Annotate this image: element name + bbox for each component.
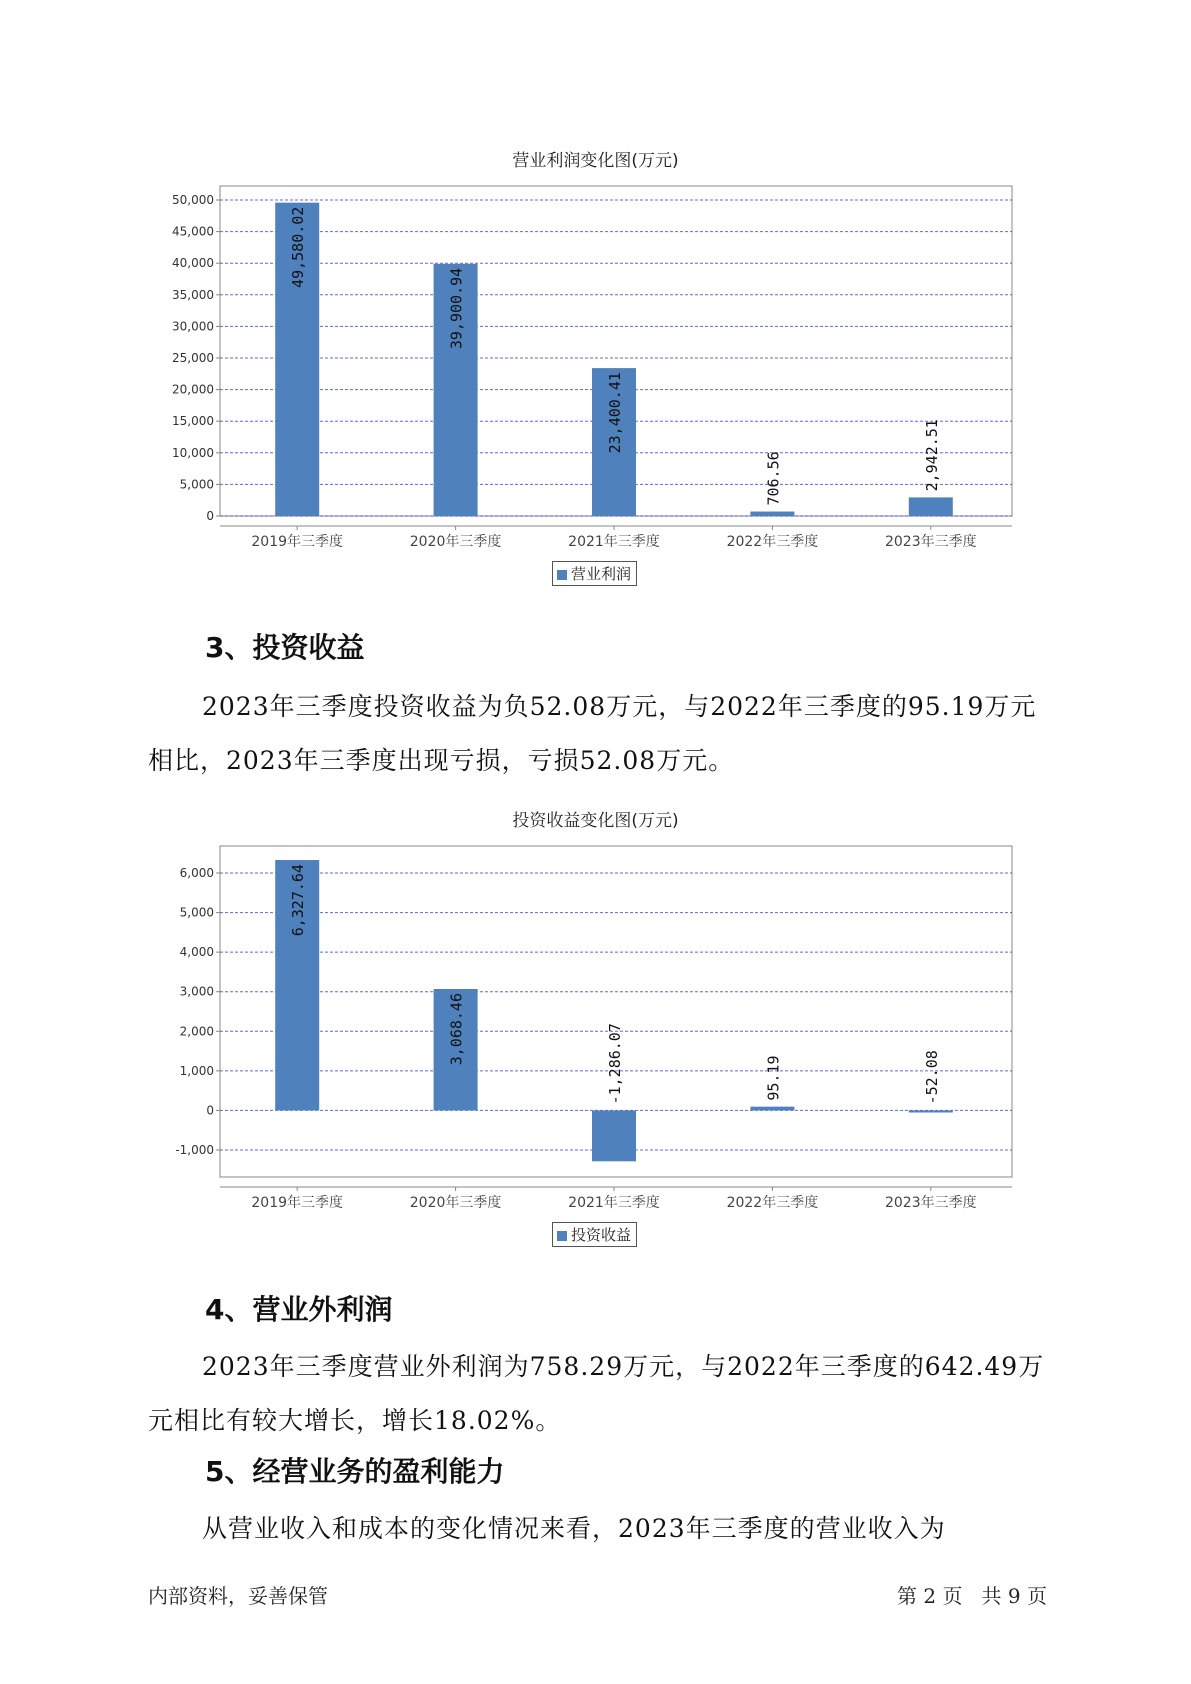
bar [750, 1107, 794, 1111]
section4-heading: 4、营业外利润 [205, 1293, 393, 1326]
x-tick-label: 2022年三季度 [726, 1195, 819, 1211]
y-tick-label: 15,000 [172, 414, 214, 429]
y-tick-label: 25,000 [172, 351, 214, 365]
y-tick-label: 4,000 [179, 945, 214, 960]
footer-left: 内部资料，妥善保管 [148, 1584, 328, 1608]
data-label: 2,942.51 [922, 419, 941, 492]
section3-paragraph: 2023年三季度投资收益为负52.08万元，与2022年三季度的95.19万元相比，2023年三季度出现亏损，亏损52.08万元。 [148, 692, 1037, 775]
y-tick-label: 20,000 [172, 382, 214, 397]
y-tick-label: 45,000 [172, 224, 214, 239]
x-tick-label: 2019年三季度 [251, 1195, 344, 1211]
data-label: -52.08 [922, 1050, 941, 1105]
x-tick-label: 2023年三季度 [884, 1195, 977, 1211]
y-tick-label: 50,000 [172, 193, 214, 207]
x-tick-label: 2021年三季度 [568, 534, 660, 550]
data-label: 6,327.64 [289, 864, 308, 937]
legend-swatch [557, 1231, 567, 1241]
x-tick-label: 2020年三季度 [409, 534, 502, 550]
bar [592, 1110, 636, 1161]
section3-heading: 3、投资收益 [205, 631, 365, 664]
y-tick-label: 5,000 [179, 477, 214, 492]
x-tick-label: 2019年三季度 [251, 534, 344, 550]
y-tick-label: 0 [206, 509, 214, 523]
chart1-title: 营业利润变化图(万元) [512, 151, 679, 171]
y-tick-label: 0 [206, 1103, 214, 1118]
x-tick-label: 2021年三季度 [568, 1195, 660, 1211]
chart2-title: 投资收益变化图(万元) [512, 811, 679, 831]
y-tick-label: 30,000 [172, 319, 214, 334]
y-tick-label: -1,000 [175, 1143, 214, 1157]
data-label: 706.56 [764, 451, 783, 506]
y-tick-label: 10,000 [172, 445, 214, 460]
section5-paragraph: 从营业收入和成本的变化情况来看，2023年三季度的营业收入为 [202, 1514, 946, 1543]
section4-paragraph: 2023年三季度营业外利润为758.29万元，与2022年三季度的642.49万元相比有较大增长，增长18.02%。 [148, 1352, 1045, 1435]
data-label: 23,400.41 [606, 372, 624, 454]
data-label: 95.19 [764, 1055, 783, 1101]
data-label: -1,286.07 [606, 1023, 624, 1105]
data-label: 3,068.46 [447, 993, 466, 1066]
x-tick-label: 2023年三季度 [884, 534, 977, 550]
y-tick-label: 3,000 [179, 984, 214, 999]
x-tick-label: 2020年三季度 [409, 1195, 502, 1211]
y-tick-label: 6,000 [179, 866, 214, 880]
data-label: 49,580.02 [289, 206, 308, 288]
y-tick-label: 2,000 [179, 1024, 214, 1039]
data-label: 39,900.94 [447, 267, 466, 350]
chart2-legend-label: 投资收益 [571, 1226, 632, 1244]
bar [909, 1110, 953, 1112]
y-tick-label: 5,000 [179, 905, 214, 920]
y-tick-label: 40,000 [172, 256, 214, 271]
chart1-legend-label: 营业利润 [571, 565, 632, 583]
y-tick-label: 1,000 [179, 1063, 214, 1078]
chart2-legend [552, 1222, 637, 1247]
section5-heading: 5、经营业务的盈利能力 [205, 1455, 505, 1488]
footer-page-number: 第 2 页 共 9 页 [897, 1584, 1047, 1608]
x-tick-label: 2022年三季度 [726, 534, 819, 550]
y-tick-label: 35,000 [172, 287, 214, 302]
